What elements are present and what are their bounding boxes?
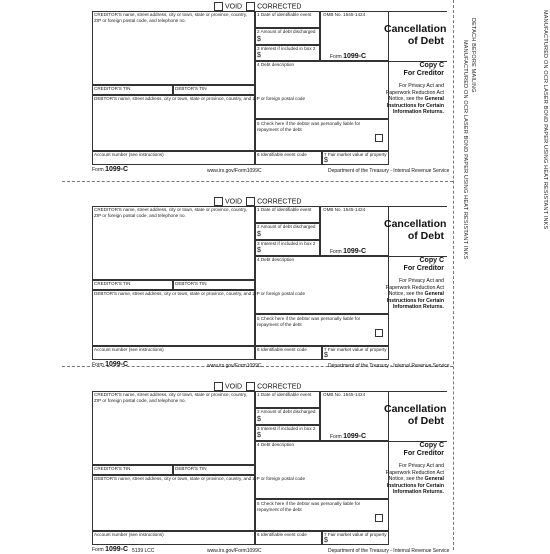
footer-url: www.irs.gov/Form1099C <box>207 363 262 369</box>
box7-label: 7 Fair market value of property <box>324 532 387 537</box>
box4-field[interactable] <box>255 256 389 314</box>
box2-label: 2 Amount of debt discharged <box>257 29 316 34</box>
footer-form: Form 1099-C <box>92 546 129 553</box>
box7-label: 7 Fair market value of property <box>324 152 387 157</box>
box3-dollar: $ <box>257 52 261 59</box>
form-title: Cancellation of Debt <box>384 403 447 427</box>
footer-form: Form 1099-C <box>92 361 129 368</box>
void-checkbox[interactable]: VOID <box>214 2 242 11</box>
box7-label: 7 Fair market value of property <box>324 347 387 352</box>
debtor-info-field[interactable] <box>92 475 255 531</box>
void-corrected-row <box>214 1 301 11</box>
debtor-info-label: DEBTOR'S name, street address, city or town, state or province, country, and ZIP or foreign postal code <box>94 476 306 481</box>
box6-label: 6 Identifiable event code <box>257 532 307 537</box>
box2-dollar: $ <box>257 36 261 43</box>
box5-checkbox[interactable] <box>375 514 383 522</box>
footer-url: www.irs.gov/Form1099C <box>207 168 262 174</box>
box2-dollar: $ <box>257 416 261 423</box>
box5-checkbox[interactable] <box>375 134 383 142</box>
debtor-info-field[interactable] <box>92 290 255 346</box>
void-checkbox[interactable]: VOID <box>214 382 242 391</box>
box4-label: 4 Debt description <box>257 257 295 262</box>
box2-label: 2 Amount of debt discharged <box>257 224 316 229</box>
form-1099c-copy-3 <box>92 381 450 554</box>
box3-label: 3 Interest if included in box 2 <box>257 46 316 51</box>
creditor-info-label: CREDITOR'S name, street address, city or town, state or province, country, ZIP or foreign postal code, and telephone no. <box>94 12 248 23</box>
debtor-info-label: DEBTOR'S name, street address, city or town, state or province, country, and ZIP or foreign postal code <box>94 96 306 101</box>
footer-department: Department of the Treasury - Internal Revenue Service <box>328 548 450 554</box>
form-number: Form 1099-C <box>330 53 367 60</box>
footer-codes: 5139 LCC <box>132 548 155 554</box>
box4-label: 4 Debt description <box>257 442 295 447</box>
box1-label: 1 Date of identifiable event <box>257 207 312 212</box>
footer-form: Form 1099-C <box>92 166 129 173</box>
creditor-info-label: CREDITOR'S name, street address, city or town, state or province, country, ZIP or foreign postal code, and telephone no. <box>94 207 248 218</box>
omb-number: OMB No. 1545-1424 <box>323 392 366 397</box>
debtor-tin-label: DEBTOR'S TIN <box>175 281 207 286</box>
box4-field[interactable] <box>255 441 389 499</box>
debtor-tin-label: DEBTOR'S TIN <box>175 466 207 471</box>
box6-label: 6 Identifiable event code <box>257 347 307 352</box>
debtor-info-field[interactable] <box>92 95 255 151</box>
form-title: Cancellation of Debt <box>384 23 447 47</box>
form-number: Form 1099-C <box>330 433 367 440</box>
box3-dollar: $ <box>257 247 261 254</box>
box5-label: 5 Check here if the debtor was personally liable for repayment of the debt <box>257 121 361 132</box>
perforation-1 <box>62 181 453 182</box>
creditor-info-label: CREDITOR'S name, street address, city or town, state or province, country, ZIP or foreign postal code, and telephone no. <box>94 392 248 403</box>
box7-dollar: $ <box>324 157 328 164</box>
copy-label: Copy C For Creditor <box>403 257 444 272</box>
corrected-checkbox[interactable]: CORRECTED <box>246 382 301 391</box>
box4-label: 4 Debt description <box>257 62 295 67</box>
box7-dollar: $ <box>324 537 328 544</box>
privacy-notice: For Privacy Act and Paperwork Reduction Act Notice, see the General Instructions for Certain Information Returns. <box>385 463 444 496</box>
box3-dollar: $ <box>257 432 261 439</box>
account-number-label: Account number (see instructions) <box>94 532 164 537</box>
box4-field[interactable] <box>255 61 389 119</box>
privacy-notice: For Privacy Act and Paperwork Reduction Act Notice, see the General Instructions for Certain Information Returns. <box>385 278 444 311</box>
omb-number: OMB No. 1545-1424 <box>323 207 366 212</box>
manufacture-notice: MANUFACTURED ON OCR LASER BOND PAPER USING HEAT RESISTANT INKS <box>462 40 468 260</box>
form-number: Form 1099-C <box>330 248 367 255</box>
box3-label: 3 Interest if included in box 2 <box>257 241 316 246</box>
creditor-tin-label: CREDITOR'S TIN <box>94 466 131 471</box>
box2-dollar: $ <box>257 231 261 238</box>
omb-number: OMB No. 1545-1424 <box>323 12 366 17</box>
footer-department: Department of the Treasury - Internal Revenue Service <box>328 168 450 174</box>
void-checkbox[interactable]: VOID <box>214 197 242 206</box>
creditor-info-field[interactable] <box>92 11 255 85</box>
void-corrected-row <box>214 381 301 391</box>
box5-label: 5 Check here if the debtor was personally liable for repayment of the debt <box>257 501 361 512</box>
copy-label: Copy C For Creditor <box>403 442 444 457</box>
footer-url: www.irs.gov/Form1099C <box>207 548 262 554</box>
box3-label: 3 Interest if included in box 2 <box>257 426 316 431</box>
form-title: Cancellation of Debt <box>384 218 447 242</box>
form-1099c-copy-2 <box>92 196 450 369</box>
corrected-checkbox[interactable]: CORRECTED <box>246 197 301 206</box>
box7-dollar: $ <box>324 352 328 359</box>
copy-label: Copy C For Creditor <box>403 62 444 77</box>
void-corrected-row <box>214 196 301 206</box>
vertical-perforation <box>453 0 454 550</box>
creditor-tin-label: CREDITOR'S TIN <box>94 281 131 286</box>
account-number-label: Account number (see instructions) <box>94 152 164 157</box>
detach-notice: DETACH BEFORE MAILING <box>470 18 476 93</box>
creditor-info-field[interactable] <box>92 391 255 465</box>
creditor-tin-label: CREDITOR'S TIN <box>94 86 131 91</box>
debtor-tin-label: DEBTOR'S TIN <box>175 86 207 91</box>
box6-label: 6 Identifiable event code <box>257 152 307 157</box>
corrected-checkbox[interactable]: CORRECTED <box>246 2 301 11</box>
form-1099c-copy-1 <box>92 1 450 174</box>
privacy-notice: For Privacy Act and Paperwork Reduction Act Notice, see the General Instructions for Certain Information Returns. <box>385 83 444 116</box>
creditor-info-field[interactable] <box>92 206 255 280</box>
box1-label: 1 Date of identifiable event <box>257 392 312 397</box>
box5-checkbox[interactable] <box>375 329 383 337</box>
box5-label: 5 Check here if the debtor was personally liable for repayment of the debt <box>257 316 361 327</box>
account-number-label: Account number (see instructions) <box>94 347 164 352</box>
footer-department: Department of the Treasury - Internal Revenue Service <box>328 363 450 369</box>
box1-label: 1 Date of identifiable event <box>257 12 312 17</box>
manufacture-notice-right: MANUFACTURED ON OCR LASER BOND PAPER USING HEAT RESISTANT INKS <box>542 10 548 230</box>
box2-label: 2 Amount of debt discharged <box>257 409 316 414</box>
debtor-info-label: DEBTOR'S name, street address, city or town, state or province, country, and ZIP or foreign postal code <box>94 291 306 296</box>
